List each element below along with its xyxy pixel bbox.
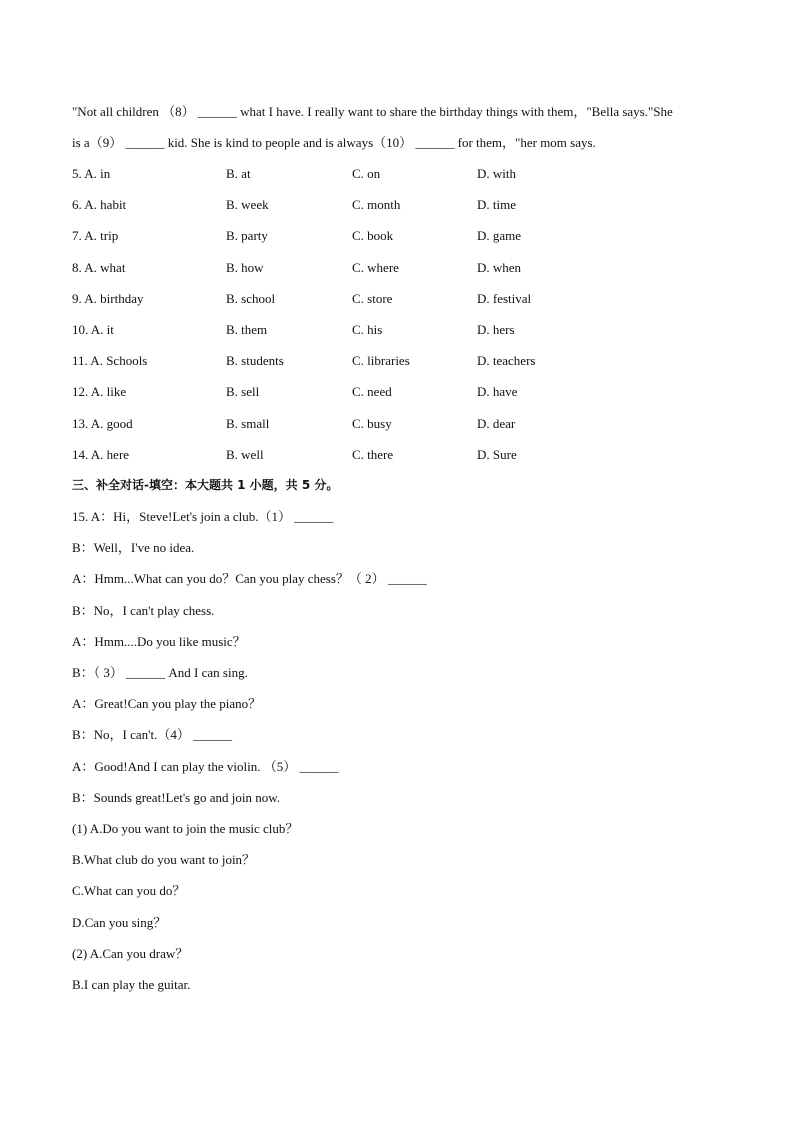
option-b: B. at bbox=[226, 166, 251, 181]
option-c: C. store bbox=[352, 290, 393, 306]
question-row bbox=[72, 158, 722, 189]
answer-choices bbox=[72, 813, 722, 1000]
option-a: 14. A. here bbox=[72, 446, 130, 462]
section-heading: 三、补全对话-填空：本大题共 1 小题，共 5 分。 bbox=[72, 477, 339, 492]
choice-line: B.What club do you want to join？ bbox=[72, 852, 256, 868]
option-d: D. have bbox=[477, 384, 518, 400]
question-row bbox=[72, 283, 722, 314]
option-d: D. game bbox=[477, 228, 522, 244]
dialogue-line: A：Good!And I can play the violin. （5） ______ bbox=[72, 758, 339, 774]
option-b: B. week bbox=[226, 197, 269, 213]
passage-line-1: "Not all children （8） ______ what I have. I really want to share the birthday things with them，"Bella says."She bbox=[72, 104, 673, 119]
dialogue-line: B：No，I can't play chess. bbox=[72, 602, 215, 618]
dialogue-line: A：Hmm....Do you like music？ bbox=[72, 633, 246, 649]
option-d: D. Sure bbox=[477, 446, 517, 462]
option-d: D. festival bbox=[477, 290, 532, 306]
question-row bbox=[72, 220, 722, 251]
dialogue-line: B：No，I can't.（4） ______ bbox=[72, 727, 233, 743]
question-row bbox=[72, 408, 722, 439]
option-b: B. party bbox=[226, 228, 268, 244]
dialogue-line: B：Well，I've no idea. bbox=[72, 540, 195, 556]
option-d: D. with bbox=[477, 166, 516, 181]
option-b: B. well bbox=[226, 446, 264, 462]
question-row bbox=[72, 376, 722, 407]
question-row bbox=[72, 189, 722, 220]
option-a: 10. A. it bbox=[72, 321, 114, 337]
option-a: 5. A. in bbox=[72, 166, 111, 181]
choice-line: C.What can you do？ bbox=[72, 883, 186, 899]
question-row bbox=[72, 439, 722, 470]
option-c: C. on bbox=[352, 166, 381, 181]
option-d: D. when bbox=[477, 259, 522, 275]
dialogue bbox=[72, 501, 722, 813]
choice-line: B.I can play the guitar. bbox=[72, 976, 191, 992]
option-c: C. book bbox=[352, 228, 394, 244]
option-a: 7. A. trip bbox=[72, 228, 119, 244]
option-d: D. hers bbox=[477, 321, 515, 337]
dialogue-line: 15. A：Hi，Steve!Let's join a club.（1） ______ bbox=[72, 509, 334, 525]
document-page bbox=[72, 96, 722, 1000]
option-a: 9. A. birthday bbox=[72, 290, 144, 306]
option-b: B. how bbox=[226, 259, 264, 275]
dialogue-line: B：Sounds great!Let's go and join now. bbox=[72, 789, 281, 805]
option-a: 12. A. like bbox=[72, 384, 127, 400]
passage-line-2: is a（9） ______ kid. She is kind to people and is always（10） ______ for them，"her mom says. bbox=[72, 135, 596, 150]
option-d: D. time bbox=[477, 197, 516, 213]
question-row bbox=[72, 252, 722, 283]
option-c: C. libraries bbox=[352, 353, 410, 369]
option-b: B. small bbox=[226, 415, 270, 431]
option-b: B. school bbox=[226, 290, 276, 306]
choice-line: (2) A.Can you draw？ bbox=[72, 945, 189, 961]
option-a: 11. A. Schools bbox=[72, 353, 148, 369]
option-a: 6. A. habit bbox=[72, 197, 127, 213]
option-b: B. students bbox=[226, 353, 284, 369]
choice-line: (1) A.Do you want to join the music club？ bbox=[72, 820, 299, 836]
option-c: C. there bbox=[352, 446, 394, 462]
option-c: C. month bbox=[352, 197, 401, 213]
option-b: B. sell bbox=[226, 384, 260, 400]
dialogue-line: A：Hmm...What can you do？Can you play chess？（ 2） ______ bbox=[72, 571, 427, 587]
question-row bbox=[72, 345, 722, 376]
option-b: B. them bbox=[226, 321, 268, 337]
dialogue-line: B：（ 3） ______ And I can sing. bbox=[72, 665, 248, 680]
question-row bbox=[72, 314, 722, 345]
option-c: C. where bbox=[352, 259, 399, 275]
option-c: C. his bbox=[352, 321, 383, 337]
option-c: C. busy bbox=[352, 415, 392, 431]
option-a: 8. A. what bbox=[72, 259, 126, 275]
option-d: D. dear bbox=[477, 415, 516, 431]
dialogue-line: A：Great!Can you play the piano？ bbox=[72, 696, 262, 712]
option-c: C. need bbox=[352, 384, 392, 400]
option-a: 13. A. good bbox=[72, 415, 133, 431]
choice-line: D.Can you sing？ bbox=[72, 914, 167, 930]
question-options-list bbox=[72, 158, 722, 470]
option-d: D. teachers bbox=[477, 353, 536, 369]
